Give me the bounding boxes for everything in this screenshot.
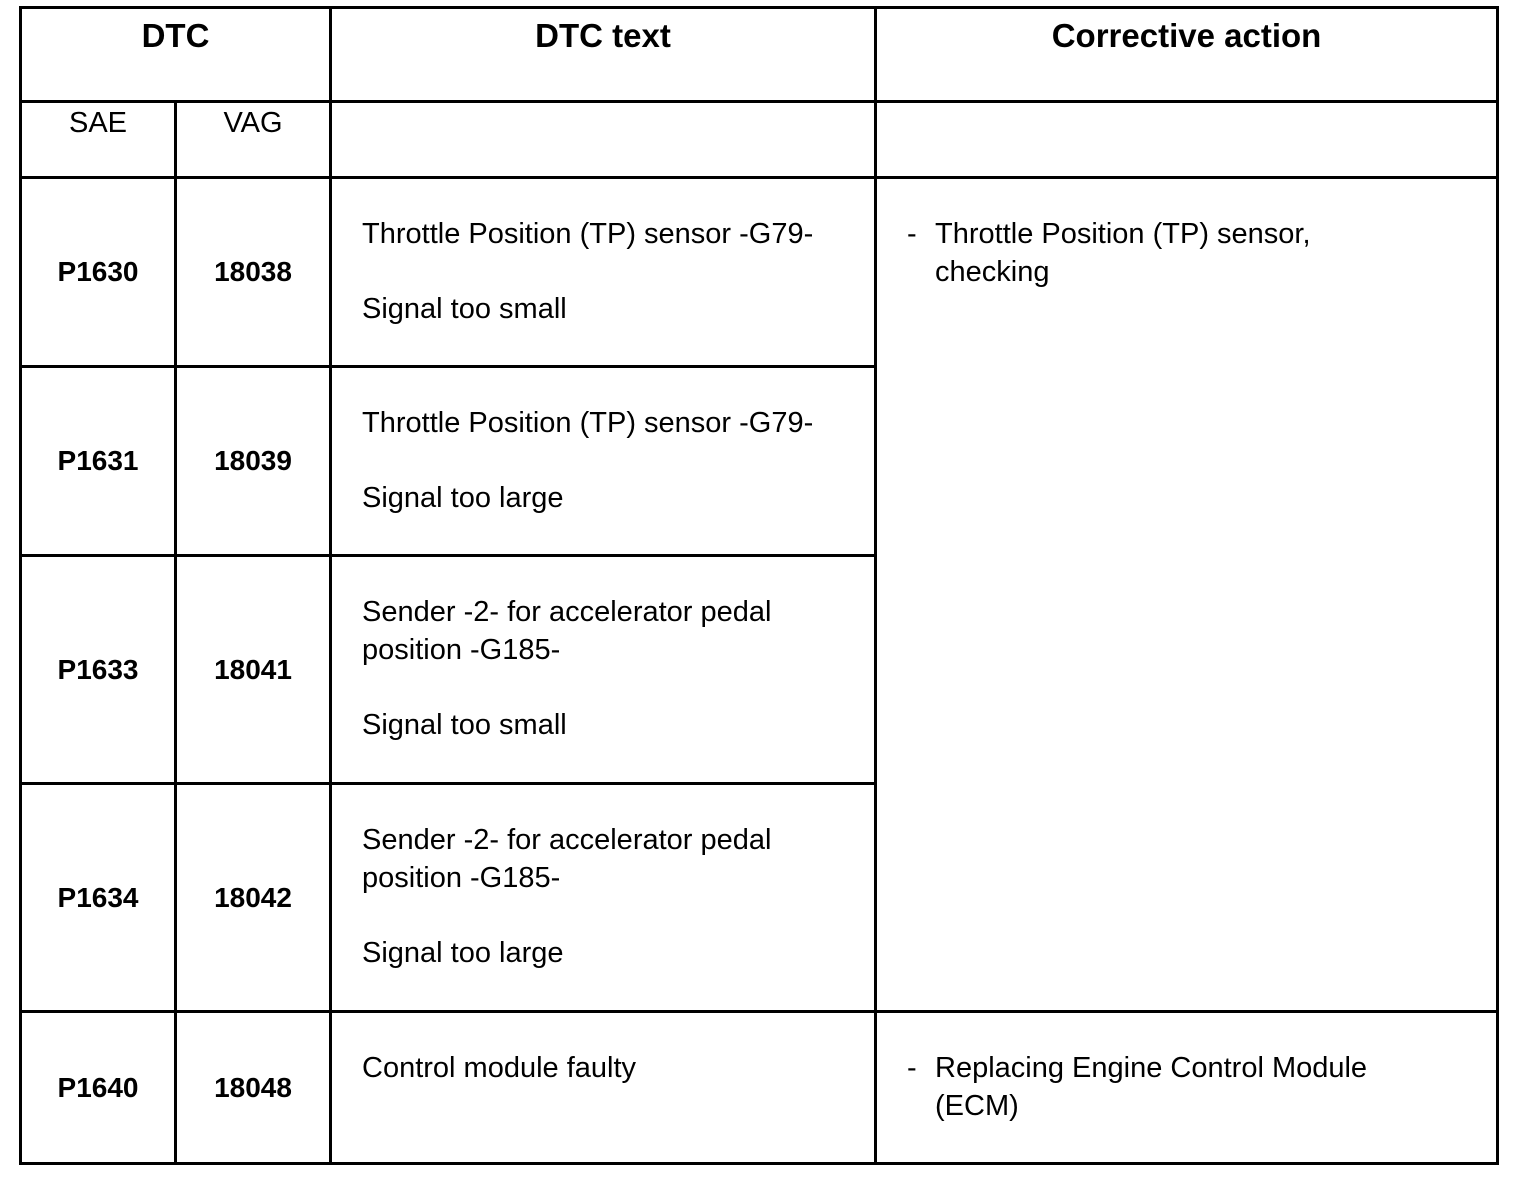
sae-code: P1640	[21, 1012, 176, 1164]
dtc-text-line: Throttle Position (TP) sensor -G79-	[362, 407, 814, 439]
dtc-text-line: Sender -2- for accelerator pedal	[362, 824, 772, 856]
dtc-text-line: position -G185-	[362, 862, 561, 894]
vag-code: 18041	[176, 556, 331, 784]
dtc-signal: Signal too large	[362, 482, 564, 514]
dtc-text-line: Sender -2- for accelerator pedal	[362, 596, 772, 628]
header-vag: VAG	[176, 102, 331, 178]
action-line: (ECM)	[935, 1090, 1019, 1122]
bullet-dash: -	[907, 218, 917, 250]
sae-code: P1631	[21, 367, 176, 556]
table-row	[21, 178, 1498, 367]
vag-code: 18042	[176, 784, 331, 1012]
header-row	[21, 8, 1498, 102]
action-line: Replacing Engine Control Module	[935, 1052, 1368, 1084]
action-line: Throttle Position (TP) sensor,	[935, 218, 1311, 250]
action-bullet	[877, 1049, 1496, 1125]
subheader-empty-action	[876, 102, 1498, 178]
dtc-text-line: Control module faulty	[362, 1052, 637, 1084]
header-corrective-action: Corrective action	[876, 8, 1498, 102]
dtc-text-cell	[331, 784, 876, 1012]
subheader-row	[21, 102, 1498, 178]
dtc-text-cell	[331, 1012, 876, 1164]
dtc-signal: Signal too large	[362, 937, 564, 969]
header-dtc-text: DTC text	[331, 8, 876, 102]
vag-code: 18048	[176, 1012, 331, 1164]
dtc-text-cell	[331, 178, 876, 367]
dtc-table	[19, 6, 1499, 1165]
dtc-text-line: Throttle Position (TP) sensor -G79-	[362, 218, 814, 250]
subheader-empty-text	[331, 102, 876, 178]
vag-code: 18039	[176, 367, 331, 556]
header-dtc: DTC	[21, 8, 331, 102]
dtc-signal: Signal too small	[362, 293, 567, 325]
corrective-action-cell	[876, 1012, 1498, 1164]
bullet-dash: -	[907, 1052, 917, 1084]
dtc-text-cell	[331, 556, 876, 784]
dtc-signal: Signal too small	[362, 709, 567, 741]
dtc-text-cell	[331, 367, 876, 556]
table-row	[21, 1012, 1498, 1164]
action-line: checking	[935, 256, 1050, 288]
sae-code: P1630	[21, 178, 176, 367]
vag-code: 18038	[176, 178, 331, 367]
dtc-text-line: position -G185-	[362, 634, 561, 666]
sae-code: P1633	[21, 556, 176, 784]
action-bullet	[877, 215, 1496, 291]
sae-code: P1634	[21, 784, 176, 1012]
corrective-action-cell	[876, 178, 1498, 1012]
header-sae: SAE	[21, 102, 176, 178]
